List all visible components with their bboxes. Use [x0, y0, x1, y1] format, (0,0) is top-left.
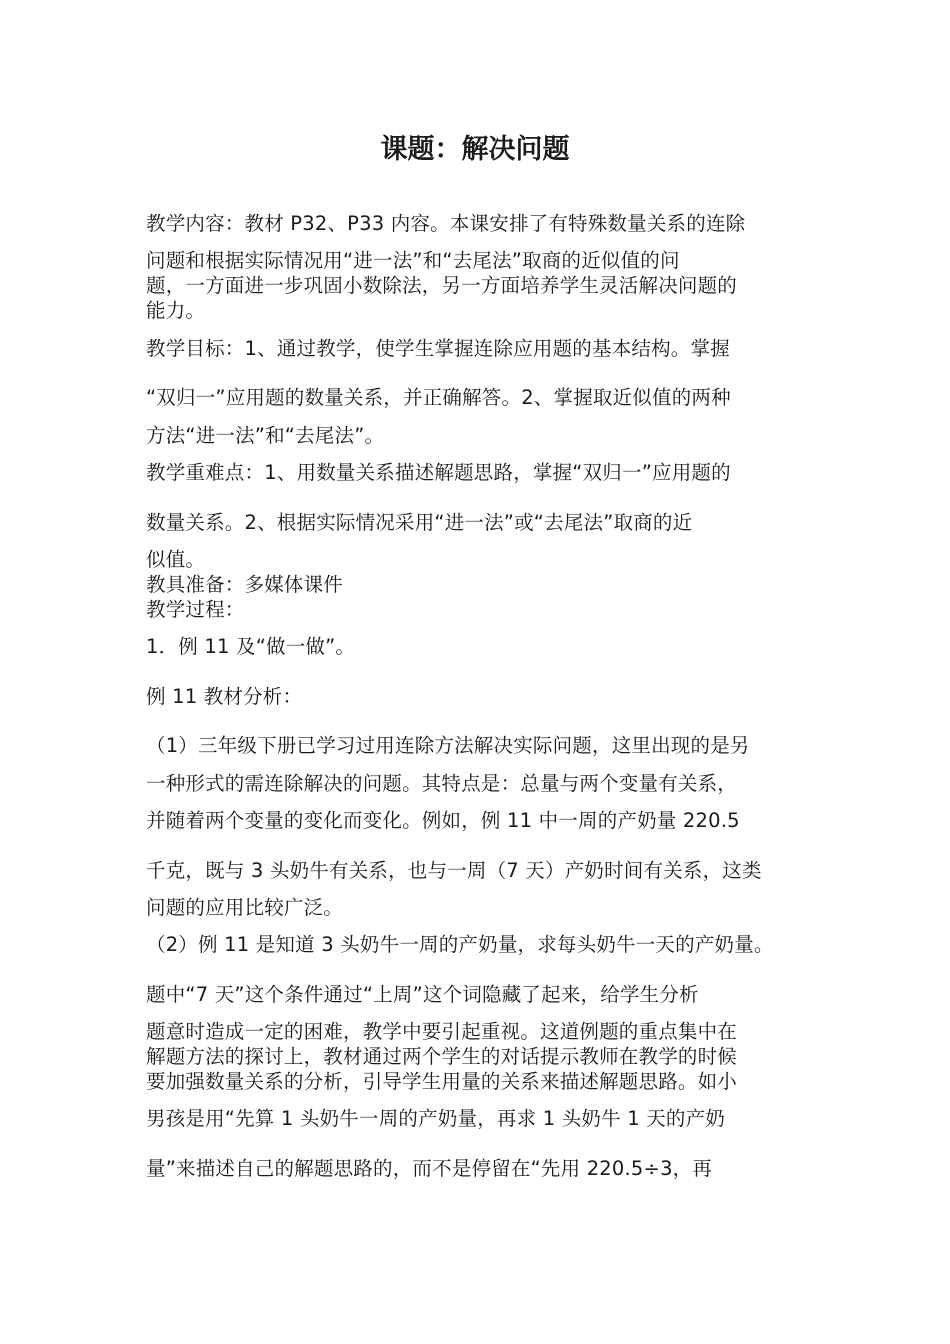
text-line: 解题方法的探讨上，教材通过两个学生的对话提示教师在教学的时候 [146, 1045, 738, 1068]
text-line: 教学重难点：1、用数量关系描述解题思路，掌握“双归一”应用题的 [146, 461, 731, 484]
text-line: （1）三年级下册已学习过用连除方法解决实际问题，这里出现的是另 [146, 734, 750, 757]
page-title: 课题：解决问题 [380, 134, 570, 165]
text-line: 问题和根据实际情况用“进一法”和“去尾法”取商的近似值的问 [146, 249, 680, 272]
text-line: 能力。 [146, 299, 206, 322]
text-line: 教学目标：1、通过教学，使学生掌握连除应用题的基本结构。掌握 [146, 337, 730, 360]
text-line: 教具准备：多媒体课件 [146, 573, 344, 596]
text-line: 并随着两个变量的变化而变化。例如，例 11 中一周的产奶量 220.5 [146, 809, 740, 832]
text-line: 方法“进一法”和“去尾法”。 [146, 424, 385, 447]
text-line: 千克，既与 3 头奶牛有关系，也与一周（7 天）产奶时间有关系，这类 [146, 859, 762, 882]
text-line: 问题的应用比较广泛。 [146, 896, 344, 919]
text-line: 题，一方面进一步巩固小数除法，另一方面培养学生灵活解决问题的 [146, 274, 738, 297]
text-line: 似值。 [146, 548, 206, 571]
text-line: 题中“7 天”这个条件通过“上周”这个词隐藏了起来，给学生分析 [146, 983, 699, 1006]
text-line: 1．例 11 及“做一做”。 [146, 635, 356, 658]
text-line: 一种形式的需连除解决的问题。其特点是：总量与两个变量有关系， [146, 772, 738, 795]
text-line: 教学过程： [146, 598, 245, 621]
text-line: 数量关系。2、根据实际情况采用“进一法”或“去尾法”取商的近 [146, 511, 693, 534]
text-line: 教学内容：教材 P32、P33 内容。本课安排了有特殊数量关系的连除 [146, 212, 746, 235]
text-line: “双归一”应用题的数量关系，并正确解答。2、掌握取近似值的两种 [146, 386, 731, 409]
text-line: 要加强数量关系的分析，引导学生用量的关系来描述解题思路。如小 [146, 1070, 738, 1093]
text-line: 男孩是用“先算 1 头奶牛一周的产奶量，再求 1 头奶牛 1 天的产奶 [146, 1107, 726, 1130]
text-line: （2）例 11 是知道 3 头奶牛一周的产奶量，求每头奶牛一天的产奶量。 [146, 933, 774, 956]
text-line: 题意时造成一定的困难，教学中要引起重视。这道例题的重点集中在 [146, 1020, 738, 1043]
text-line: 例 11 教材分析： [146, 685, 303, 708]
text-line: 量”来描述自己的解题思路的，而不是停留在“先用 220.5÷3，再 [146, 1157, 713, 1180]
